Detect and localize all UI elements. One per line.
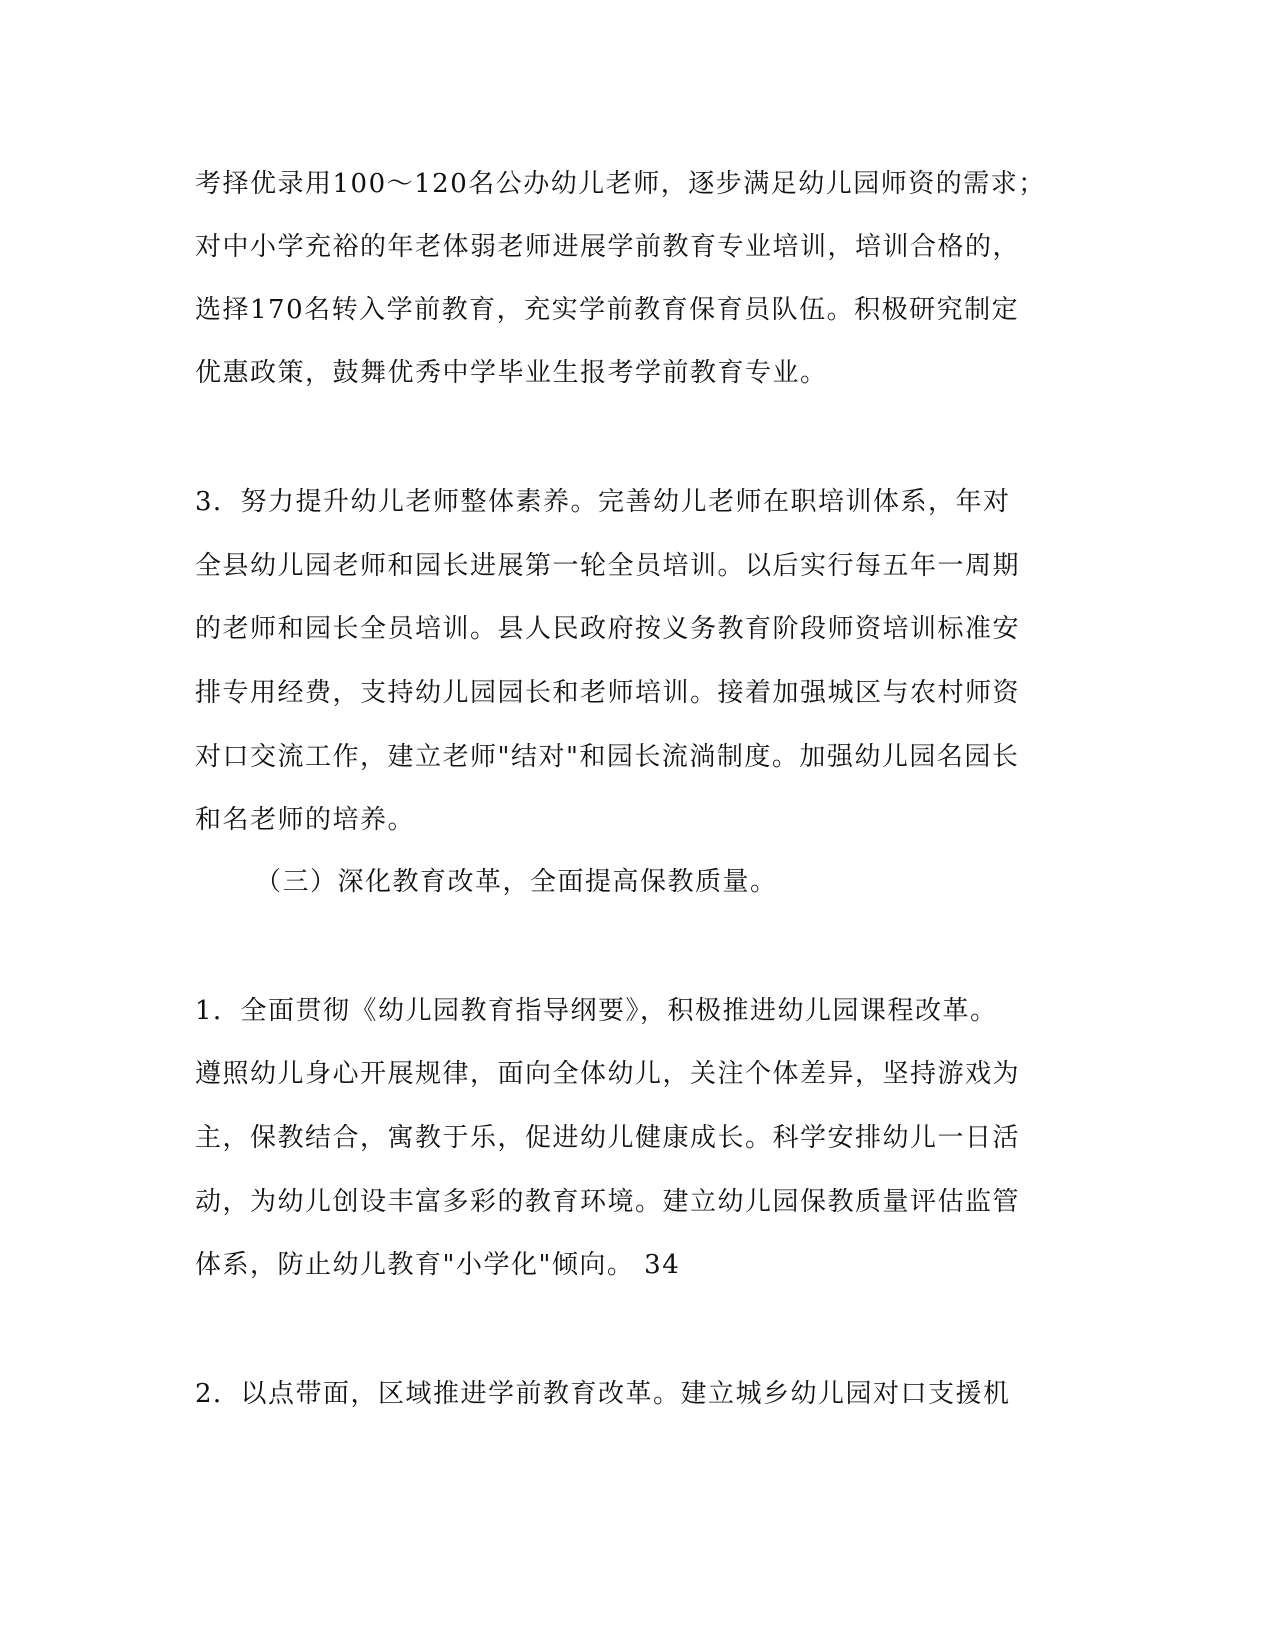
section-heading: （三）深化教育改革，全面提高保教质量。 [255,867,778,897]
text-line: 选择170名转入学前教育，充实学前教育保育员队伍。积极研究制定 [195,295,1020,325]
text-line: 全县幼儿园老师和园长进展第一轮全员培训。以后实行每五年一周期 [195,551,1021,581]
text-line: 对口交流工作，建立老师"结对"和园长流淌制度。加强幼儿园名园长 [195,742,1020,772]
text-line: 动，为幼儿创设丰富多彩的教育环境。建立幼儿园保教质量评估监管 [195,1187,1021,1217]
text-line: 遵照幼儿身心开展规律，面向全体幼儿，关注个体差异，坚持游戏为 [195,1059,1021,1089]
text-line: 对中小学充裕的年老体弱老师进展学前教育专业培训，培训合格的， [195,232,1021,262]
text-line: 3．努力提升幼儿老师整体素养。完善幼儿老师在职培训体系，年对 [195,487,1011,517]
text-line: 考择优录用100～120名公办幼儿老师，逐步满足幼儿园师资的需求； [195,169,1046,199]
text-line: 优惠政策，鼓舞优秀中学毕业生报考学前教育专业。 [195,358,828,388]
text-line: 和名老师的培养。 [195,805,416,835]
text-line: 主，保教结合，寓教于乐，促进幼儿健康成长。科学安排幼儿一日活 [195,1123,1021,1153]
text-line: 体系，防止幼儿教育"小学化"倾向。 34 [195,1250,681,1280]
text-line: 的老师和园长全员培训。县人民政府按义务教育阶段师资培训标准安 [195,614,1021,644]
text-line: 2．以点带面，区域推进学前教育改革。建立城乡幼儿园对口支援机 [195,1379,1011,1409]
text-line: 排专用经费，支持幼儿园园长和老师培训。接着加强城区与农村师资 [195,678,1021,708]
text-line: 1．全面贯彻《幼儿园教育指导纲要》，积极推进幼儿园课程改革。 [195,996,998,1026]
